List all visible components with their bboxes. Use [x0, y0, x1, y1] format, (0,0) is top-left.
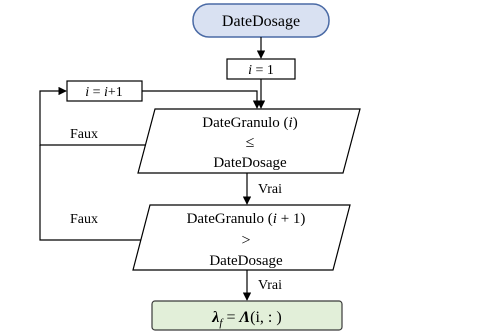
vrai-2-label: Vrai: [258, 278, 283, 293]
condition-1-line3: DateDosage: [213, 155, 287, 171]
increment-label: i = i+1: [85, 85, 123, 100]
condition-1-operator: ≤: [245, 134, 255, 151]
condition-1-line1: DateGranulo (i): [202, 115, 298, 131]
start-label: DateDosage: [221, 13, 301, 30]
faux-2-label: Faux: [70, 212, 98, 227]
condition-2-operator: >: [241, 232, 251, 249]
result-formula: $\lambda_f = \Lambda(i$, : ): [212, 309, 282, 329]
faux-1-label: Faux: [70, 127, 98, 142]
condition-2-line3: DateDosage: [209, 253, 283, 269]
vrai-1-label: Vrai: [258, 182, 283, 197]
init-label: i = 1: [248, 63, 274, 78]
condition-2-line1: DateGranulo (i + 1): [186, 211, 306, 227]
arrow-increment-to-cond1: [142, 91, 257, 108]
